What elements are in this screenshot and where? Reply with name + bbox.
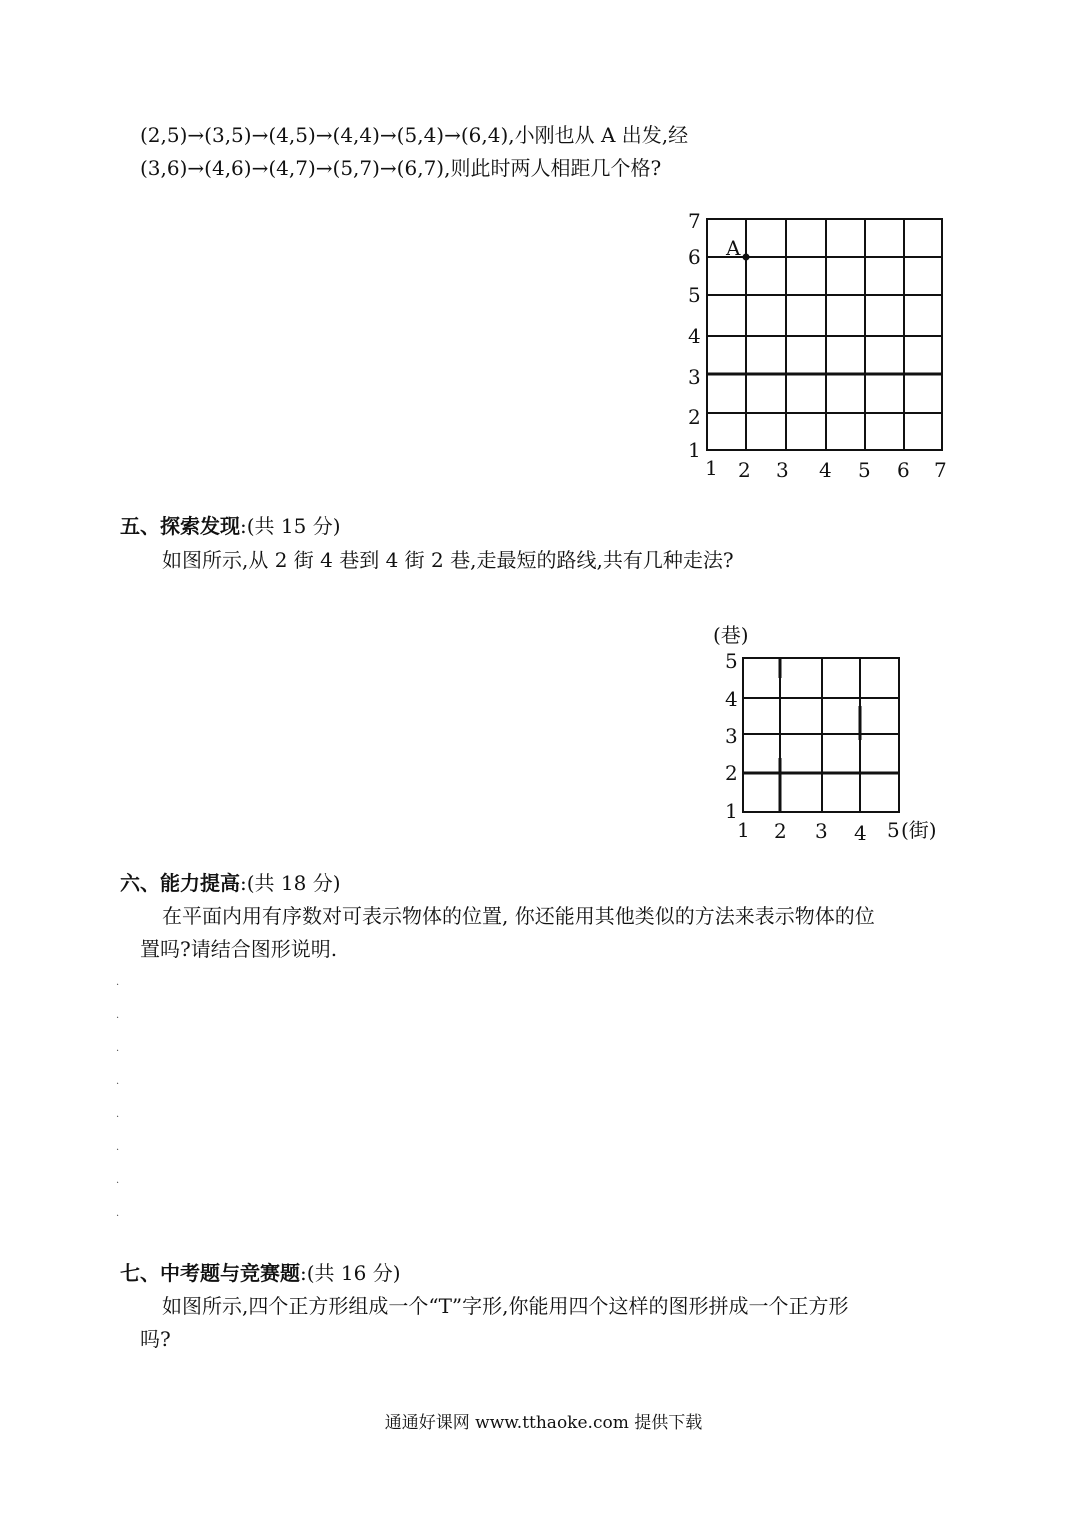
street-grid bbox=[705, 618, 955, 850]
grid-b-y-axis-title: (巷) bbox=[713, 623, 749, 647]
margin-dot: · bbox=[116, 1145, 120, 1156]
section-5-score: :(共 15 分) bbox=[240, 514, 341, 538]
grid-a-y-label: 7 bbox=[688, 209, 701, 233]
section-7-title: 七、中考题与竞赛题 bbox=[120, 1261, 300, 1285]
grid-b-x-label: 4 bbox=[854, 821, 867, 845]
coordinate-grid-a bbox=[680, 205, 955, 490]
section-5-text: 如图所示,从 2 街 4 巷到 4 街 2 巷,走最短的路线,共有几种走法? bbox=[162, 548, 734, 572]
grid-b-x-label: 5 bbox=[887, 818, 900, 842]
section-7-text-2: 吗? bbox=[140, 1327, 171, 1351]
grid-b-x-label: 2 bbox=[774, 819, 787, 843]
section-7-text-1: 如图所示,四个正方形组成一个“T”字形,你能用四个这样的图形拼成一个正方形 bbox=[162, 1294, 849, 1318]
section-6-score: :(共 18 分) bbox=[240, 871, 341, 895]
grid-a-y-label: 5 bbox=[688, 283, 701, 307]
margin-dot: · bbox=[116, 980, 120, 991]
section-6-title: 六、能力提高 bbox=[120, 871, 240, 895]
grid-a-x-label: 6 bbox=[897, 458, 910, 482]
section-5-heading bbox=[120, 512, 341, 540]
grid-a-y-label: 4 bbox=[688, 324, 701, 348]
margin-dot: · bbox=[116, 1013, 120, 1024]
section-7-score: :(共 16 分) bbox=[300, 1261, 401, 1285]
grid-a-y-label: 3 bbox=[688, 365, 701, 389]
grid-a-x-label: 1 bbox=[705, 456, 718, 480]
grid-a-y-label: 2 bbox=[688, 405, 701, 429]
grid-a-border bbox=[707, 219, 942, 450]
grid-b-x-label: 3 bbox=[815, 819, 828, 843]
grid-b-y-label: 5 bbox=[725, 649, 738, 673]
grid-b-x-axis-title: (街) bbox=[901, 818, 937, 842]
section-6-text-2: 置吗?请结合图形说明. bbox=[140, 937, 338, 961]
grid-a-x-label: 5 bbox=[858, 458, 871, 482]
grid-a-x-label: 4 bbox=[819, 458, 832, 482]
grid-b-x-label: 1 bbox=[737, 818, 750, 842]
point-a-label: A bbox=[726, 236, 741, 260]
margin-dot: · bbox=[116, 1112, 120, 1123]
problem-line-2: (3,6)→(4,6)→(4,7)→(5,7)→(6,7),则此时两人相距几个格? bbox=[140, 156, 662, 180]
margin-dot: · bbox=[116, 1079, 120, 1090]
margin-dot: · bbox=[116, 1211, 120, 1222]
section-6-heading bbox=[120, 869, 341, 897]
grid-b-y-label: 4 bbox=[725, 687, 738, 711]
point-a bbox=[743, 254, 750, 261]
grid-a-x-label: 3 bbox=[776, 458, 789, 482]
section-6-text-1: 在平面内用有序数对可表示物体的位置, 你还能用其他类似的方法来表示物体的位 bbox=[162, 904, 875, 928]
grid-a-x-label: 7 bbox=[934, 458, 947, 482]
section-5-title: 五、探索发现 bbox=[120, 514, 240, 538]
grid-b-y-label: 3 bbox=[725, 724, 738, 748]
section-7-heading bbox=[120, 1259, 401, 1287]
grid-a-y-label: 6 bbox=[688, 245, 701, 269]
grid-a-y-label: 1 bbox=[688, 438, 701, 462]
grid-b-y-label: 1 bbox=[725, 799, 738, 823]
grid-b-y-label: 2 bbox=[725, 761, 738, 785]
margin-dot: · bbox=[116, 1046, 120, 1057]
margin-dot: · bbox=[116, 1178, 120, 1189]
problem-line-1: (2,5)→(3,5)→(4,5)→(4,4)→(5,4)→(6,4),小刚也从 A 出发,经 bbox=[140, 123, 689, 147]
page-footer: 通通好课网 www.tthaoke.com 提供下载 bbox=[384, 1413, 703, 1433]
grid-a-x-label: 2 bbox=[738, 458, 751, 482]
